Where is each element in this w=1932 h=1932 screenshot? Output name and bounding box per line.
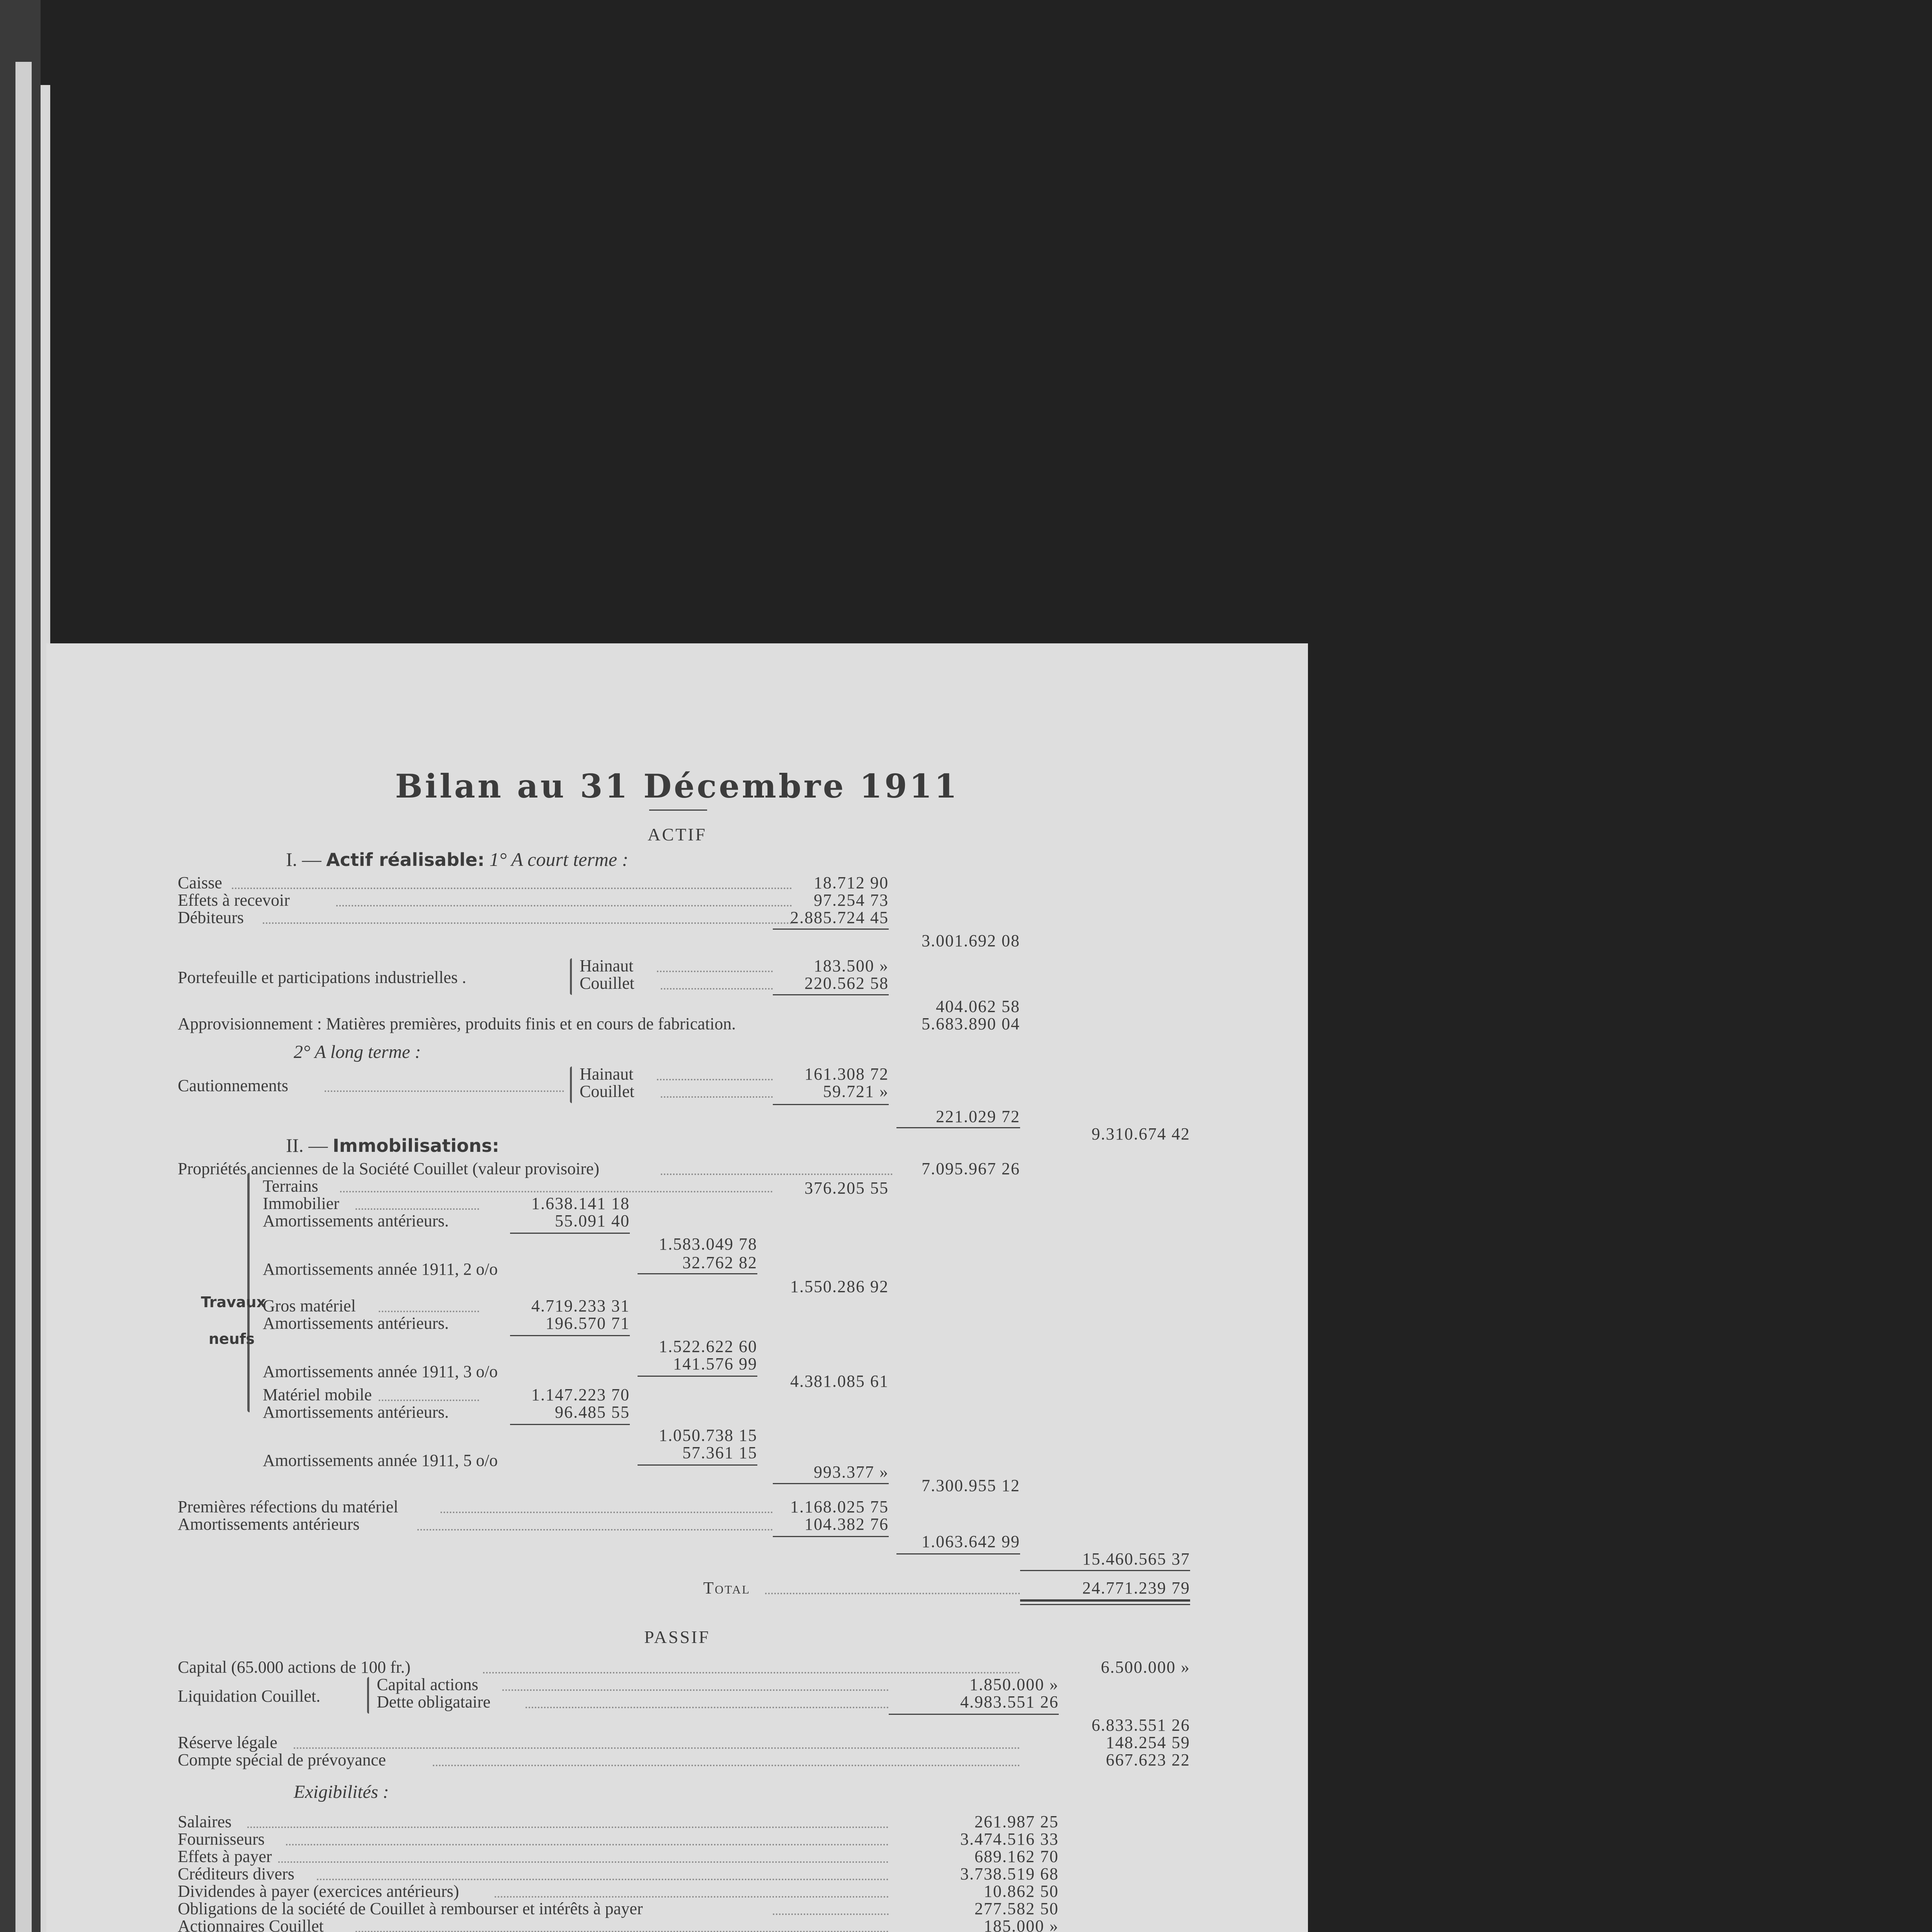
amount-actionnaires: 185.000 » bbox=[984, 1917, 1059, 1932]
amount-liquidation-total: 6.833.551 26 bbox=[1092, 1716, 1190, 1735]
sum-rule bbox=[773, 1104, 889, 1105]
actif-heading: ACTIF bbox=[648, 825, 707, 844]
sum-rule bbox=[638, 1376, 757, 1377]
amount-gros-materiel-amort-year: 141.576 99 bbox=[673, 1354, 757, 1373]
row-label-effets: Effets à recevoir bbox=[178, 891, 290, 910]
amount-gros-materiel-total: 4.381.085 61 bbox=[790, 1372, 889, 1391]
leader-dots bbox=[247, 1827, 889, 1828]
brace bbox=[570, 958, 572, 995]
sum-rule bbox=[773, 1536, 889, 1537]
amount-gros-materiel-amort: 196.570 71 bbox=[546, 1314, 630, 1333]
amount-terrains: 376.205 55 bbox=[804, 1179, 889, 1197]
amount-immobilisations-total: 15.460.565 37 bbox=[1082, 1549, 1190, 1568]
amount-cautionnements-hainaut: 161.308 72 bbox=[804, 1065, 889, 1083]
row-label-capital: Capital (65.000 actions de 100 fr.) bbox=[178, 1658, 411, 1677]
amount-immobilier-net: 1.583.049 78 bbox=[659, 1235, 757, 1253]
leader-dots bbox=[355, 1208, 479, 1210]
sum-rule bbox=[889, 1714, 1059, 1715]
document-page bbox=[46, 643, 1308, 1932]
leader-dots bbox=[502, 1689, 889, 1691]
amount-reserve: 148.254 59 bbox=[1106, 1733, 1190, 1752]
amount-immobilier-amort-year: 32.762 82 bbox=[682, 1253, 757, 1272]
amount-materiel-mobile-amort-year: 57.361 15 bbox=[682, 1443, 757, 1462]
label-couillet: Couillet bbox=[580, 974, 634, 993]
travaux-label: Travaux bbox=[201, 1294, 266, 1311]
leader-dots bbox=[661, 988, 773, 990]
exigibilites-heading: Exigibilités : bbox=[294, 1782, 389, 1802]
amount-capital: 6.500.000 » bbox=[1101, 1658, 1190, 1677]
leader-dots bbox=[657, 971, 773, 972]
leader-dots bbox=[286, 1844, 889, 1845]
amount-approvisionnement: 5.683.890 04 bbox=[922, 1014, 1020, 1033]
sum-rule bbox=[510, 1335, 630, 1336]
leader-dots bbox=[232, 888, 792, 889]
row-label-immobilier-amort: Amortissements antérieurs. bbox=[263, 1211, 449, 1230]
row-label-refections: Premières réfections du matériel bbox=[178, 1497, 398, 1516]
leader-dots bbox=[317, 1879, 889, 1880]
title-rule bbox=[649, 810, 707, 811]
row-label-debiteurs: Débiteurs bbox=[178, 908, 244, 927]
leader-dots bbox=[417, 1529, 773, 1531]
leader-dots bbox=[661, 1173, 893, 1175]
amount-gros-materiel: 4.719.233 31 bbox=[531, 1296, 630, 1315]
brace bbox=[367, 1677, 369, 1714]
sum-rule bbox=[773, 929, 889, 930]
amount-fournisseurs: 3.474.516 33 bbox=[960, 1830, 1059, 1849]
leader-dots bbox=[336, 905, 792, 906]
long-terme-heading: 2° A long terme : bbox=[294, 1042, 421, 1062]
amount-immobilier: 1.638.141 18 bbox=[531, 1194, 630, 1213]
amount-materiel-mobile-amort: 96.485 55 bbox=[555, 1403, 630, 1422]
leader-dots bbox=[495, 1896, 889, 1898]
row-label-portefeuille: Portefeuille et participations industrielles . bbox=[178, 968, 466, 987]
leader-dots bbox=[340, 1191, 773, 1192]
row-label-gros-materiel-amort: Amortissements antérieurs. bbox=[263, 1314, 449, 1333]
sum-rule bbox=[1020, 1570, 1190, 1571]
amount-court-total: 3.001.692 08 bbox=[922, 931, 1020, 950]
actif-total-label: Total bbox=[703, 1578, 751, 1597]
sum-rule bbox=[638, 1273, 757, 1274]
row-label-effets-payer: Effets à payer bbox=[178, 1847, 272, 1866]
row-label-immobilier: Immobilier bbox=[263, 1194, 339, 1213]
sum-rule bbox=[773, 994, 889, 995]
sum-rule bbox=[510, 1233, 630, 1234]
amount-materiel-mobile: 1.147.223 70 bbox=[531, 1385, 630, 1404]
neufs-label: neufs bbox=[209, 1330, 255, 1347]
row-label-materiel-mobile-amort-year: Amortissements année 1911, 5 o/o bbox=[263, 1451, 498, 1470]
sum-rule bbox=[638, 1464, 757, 1466]
amount-debiteurs: 2.885.724 45 bbox=[790, 908, 889, 927]
amount-liquidation-dette: 4.983.551 26 bbox=[960, 1692, 1059, 1711]
label-hainaut: Hainaut bbox=[580, 956, 634, 975]
amount-caisse: 18.712 90 bbox=[814, 873, 889, 892]
total-double-rule bbox=[1020, 1604, 1190, 1605]
sum-rule bbox=[896, 1553, 1020, 1554]
amount-portefeuille-couillet: 220.562 58 bbox=[804, 974, 889, 993]
leader-dots bbox=[379, 1311, 479, 1312]
row-label-gros-materiel: Gros matériel bbox=[263, 1296, 356, 1315]
amount-cautionnements-couillet: 59.721 » bbox=[823, 1082, 889, 1101]
brace bbox=[570, 1066, 572, 1103]
leader-dots bbox=[773, 1913, 889, 1915]
leader-dots bbox=[483, 1672, 1020, 1673]
leader-dots bbox=[325, 1090, 564, 1092]
row-label-obligations: Obligations de la société de Couillet à rembourser et intérêts à payer bbox=[178, 1899, 643, 1918]
row-label-approvisionnement: Approvisionnement : Matières premières, produits finis et en cours de fabrication. bbox=[178, 1014, 736, 1033]
leader-dots bbox=[657, 1079, 773, 1080]
amount-refections-amort: 104.382 76 bbox=[804, 1515, 889, 1534]
amount-materiel-mobile-total: 993.377 » bbox=[814, 1463, 889, 1481]
row-label-reserve: Réserve légale bbox=[178, 1733, 277, 1752]
leader-dots bbox=[433, 1765, 1020, 1766]
amount-immobilier-amort: 55.091 40 bbox=[555, 1211, 630, 1230]
amount-gros-materiel-net: 1.522.622 60 bbox=[659, 1337, 757, 1356]
amount-portefeuille-total: 404.062 58 bbox=[936, 997, 1020, 1016]
leader-dots bbox=[263, 922, 792, 924]
section-1-heading: I. — Actif réalisable: 1° A court terme : bbox=[286, 849, 629, 870]
leader-dots bbox=[440, 1512, 773, 1513]
amount-travaux-total: 7.300.955 12 bbox=[922, 1476, 1020, 1495]
label-couillet: Couillet bbox=[580, 1082, 634, 1101]
sum-rule bbox=[773, 1483, 889, 1484]
amount-obligations: 277.582 50 bbox=[975, 1899, 1059, 1918]
row-label-immobilier-amort-year: Amortissements année 1911, 2 o/o bbox=[263, 1260, 498, 1279]
leader-dots bbox=[526, 1707, 889, 1708]
row-label-materiel-mobile: Matériel mobile bbox=[263, 1385, 372, 1404]
row-label-terrains: Terrains bbox=[263, 1177, 318, 1196]
row-label-dividendes: Dividendes à payer (exercices antérieurs) bbox=[178, 1882, 459, 1901]
section-2-heading: II. — Immobilisations: bbox=[286, 1134, 499, 1156]
row-label-proprietes: Propriétés anciennes de la Société Couillet (valeur provisoire) bbox=[178, 1159, 600, 1178]
amount-immobilier-total: 1.550.286 92 bbox=[790, 1277, 889, 1296]
amount-refections: 1.168.025 75 bbox=[790, 1497, 889, 1516]
row-label-prevoyance: Compte spécial de prévoyance bbox=[178, 1750, 386, 1769]
label-capital-actions: Capital actions bbox=[377, 1675, 478, 1694]
amount-liquidation-capital: 1.850.000 » bbox=[969, 1675, 1059, 1694]
amount-cautionnements-total: 221.029 72 bbox=[936, 1107, 1020, 1126]
row-label-cautionnements: Cautionnements bbox=[178, 1076, 288, 1095]
amount-actif-total: 24.771.239 79 bbox=[1082, 1578, 1190, 1597]
row-label-fournisseurs: Fournisseurs bbox=[178, 1830, 265, 1849]
page-title: Bilan au 31 Décembre 1911 bbox=[395, 767, 959, 805]
page-edge-strip bbox=[15, 62, 32, 1932]
leader-dots bbox=[294, 1747, 1020, 1749]
row-label-gros-materiel-amort-year: Amortissements année 1911, 3 o/o bbox=[263, 1362, 498, 1381]
sum-rule bbox=[896, 1127, 1020, 1128]
amount-refections-total: 1.063.642 99 bbox=[922, 1532, 1020, 1551]
row-label-crediteurs: Créditeurs divers bbox=[178, 1864, 294, 1883]
amount-dividendes: 10.862 50 bbox=[984, 1882, 1059, 1901]
sum-rule bbox=[510, 1424, 630, 1425]
amount-prevoyance: 667.623 22 bbox=[1106, 1750, 1190, 1769]
amount-proprietes: 7.095.967 26 bbox=[922, 1159, 1020, 1178]
total-double-rule bbox=[1020, 1599, 1190, 1602]
leader-dots bbox=[765, 1593, 1020, 1594]
amount-actif-realisable-total: 9.310.674 42 bbox=[1092, 1124, 1190, 1143]
label-hainaut: Hainaut bbox=[580, 1065, 634, 1083]
leader-dots bbox=[278, 1861, 889, 1863]
passif-heading: PASSIF bbox=[644, 1627, 710, 1647]
amount-portefeuille-hainaut: 183.500 » bbox=[814, 956, 889, 975]
amount-salaires: 261.987 25 bbox=[975, 1812, 1059, 1831]
amount-materiel-mobile-net: 1.050.738 15 bbox=[659, 1426, 757, 1445]
row-label-refections-amort: Amortissements antérieurs bbox=[178, 1515, 360, 1534]
row-label-salaires: Salaires bbox=[178, 1812, 232, 1831]
amount-crediteurs: 3.738.519 68 bbox=[960, 1864, 1059, 1883]
label-dette-obligataire: Dette obligataire bbox=[377, 1692, 491, 1711]
row-label-liquidation: Liquidation Couillet. bbox=[178, 1687, 321, 1706]
row-label-materiel-mobile-amort: Amortissements antérieurs. bbox=[263, 1403, 449, 1422]
leader-dots bbox=[661, 1096, 773, 1098]
amount-effets-payer: 689.162 70 bbox=[975, 1847, 1059, 1866]
amount-effets: 97.254 73 bbox=[814, 891, 889, 910]
row-label-caisse: Caisse bbox=[178, 873, 222, 892]
row-label-actionnaires: Actionnaires Couillet bbox=[178, 1917, 324, 1932]
leader-dots bbox=[379, 1400, 479, 1401]
